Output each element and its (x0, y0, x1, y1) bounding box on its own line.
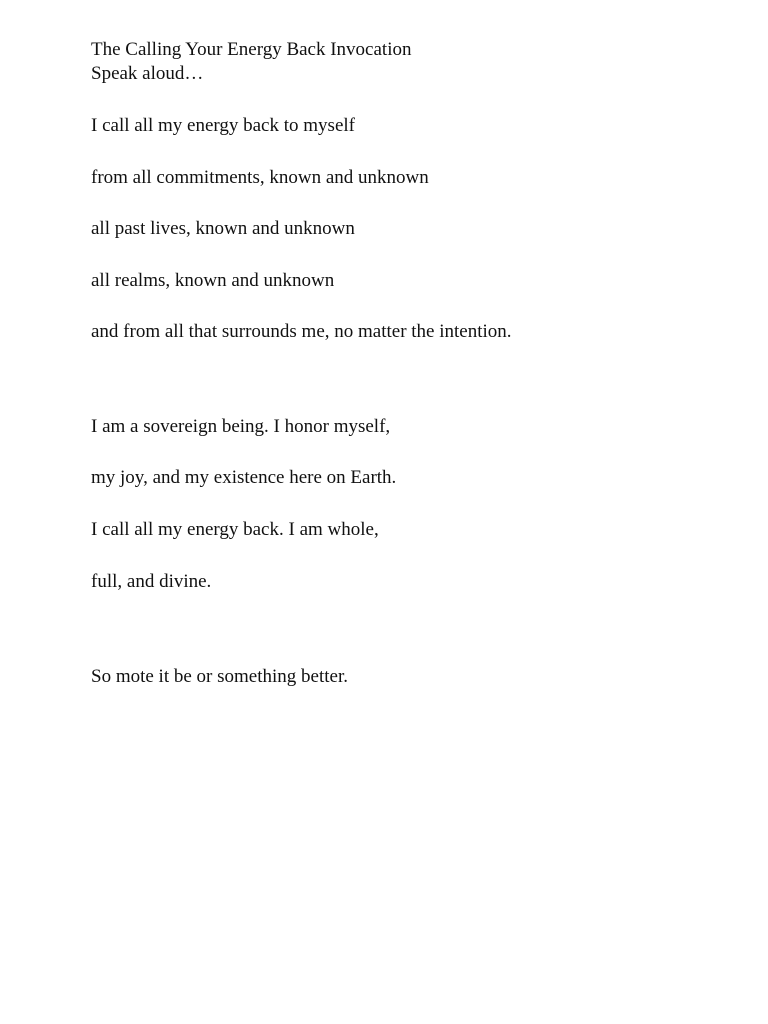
invocation-line: I am a sovereign being. I honor myself, (91, 416, 391, 437)
document-subtitle: Speak aloud… (91, 63, 204, 84)
closing-line: So mote it be or something better. (91, 666, 348, 687)
invocation-line: I call all my energy back to myself (91, 115, 355, 136)
invocation-line: and from all that surrounds me, no matter the intention. (91, 321, 512, 342)
document-title: The Calling Your Energy Back Invocation (91, 39, 412, 60)
invocation-line: full, and divine. (91, 571, 212, 592)
invocation-line: my joy, and my existence here on Earth. (91, 467, 397, 488)
invocation-line: all realms, known and unknown (91, 270, 335, 291)
invocation-line: from all commitments, known and unknown (91, 167, 429, 188)
invocation-line: all past lives, known and unknown (91, 218, 355, 239)
invocation-line: I call all my energy back. I am whole, (91, 519, 379, 540)
